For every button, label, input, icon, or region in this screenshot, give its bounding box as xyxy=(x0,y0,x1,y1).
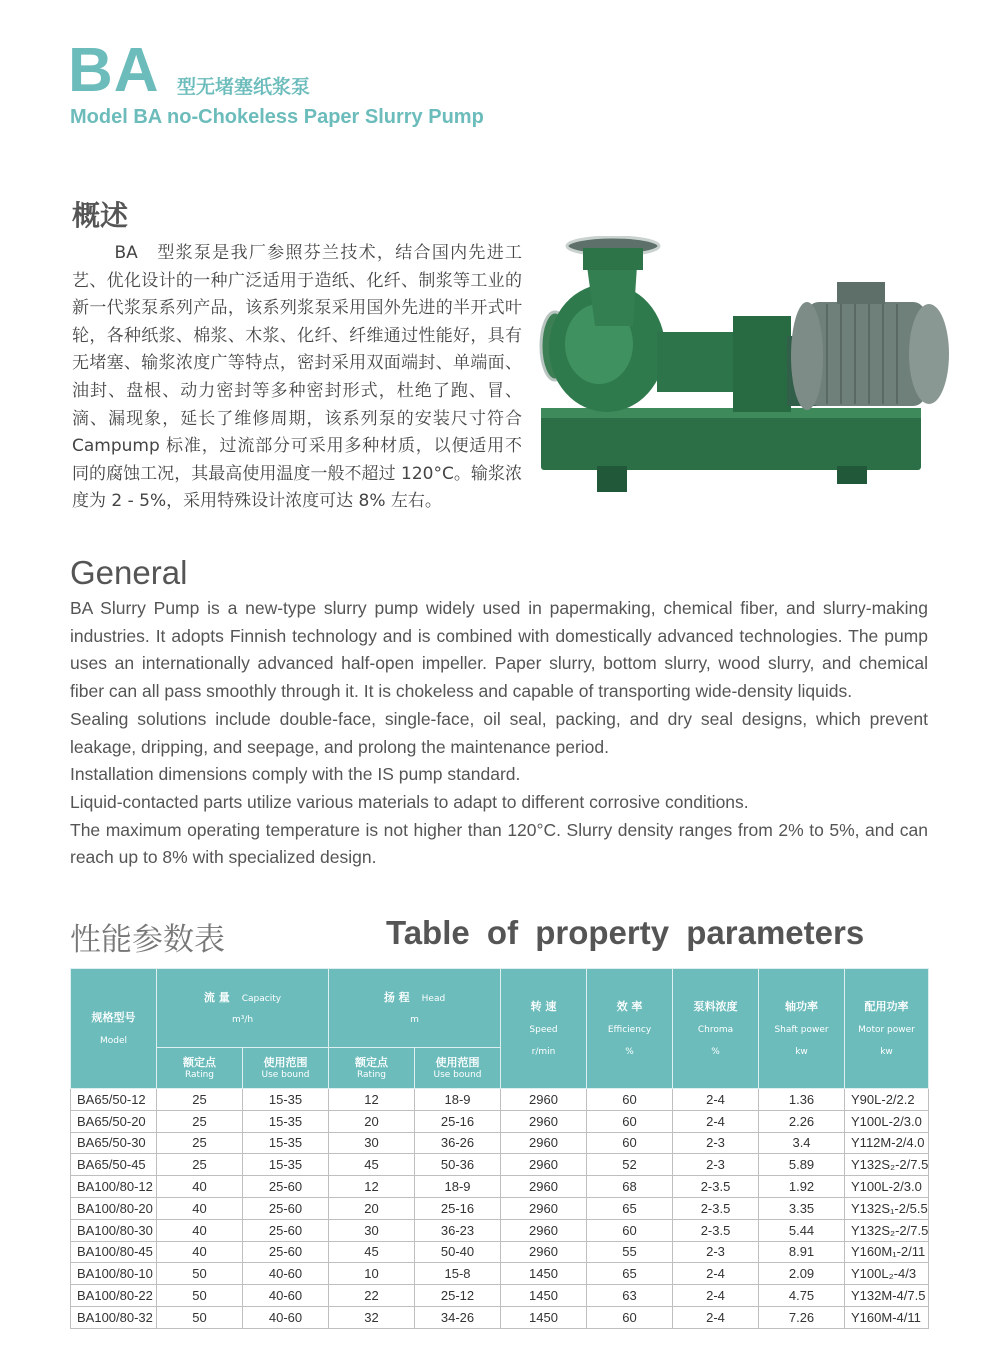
table-row xyxy=(71,1132,929,1154)
cell-chroma: 2-4 xyxy=(673,1306,759,1328)
cell-model: BA65/50-12 xyxy=(71,1089,157,1111)
cell-efficiency: 65 xyxy=(587,1197,673,1219)
cell-speed: 1450 xyxy=(501,1263,587,1285)
cell-model: BA100/80-45 xyxy=(71,1241,157,1263)
cell-capacity-rating: 50 xyxy=(157,1306,243,1328)
cell-model: BA100/80-22 xyxy=(71,1285,157,1307)
cell-speed: 2960 xyxy=(501,1154,587,1176)
cell-head-bound: 36-23 xyxy=(415,1219,501,1241)
cell-capacity-bound: 15-35 xyxy=(243,1154,329,1176)
general-heading: General xyxy=(70,554,188,591)
cell-chroma: 2-3.5 xyxy=(673,1197,759,1219)
table-row xyxy=(71,1241,929,1263)
pump-photo xyxy=(537,236,949,500)
cell-head-rating: 10 xyxy=(329,1263,415,1285)
cell-capacity-rating: 50 xyxy=(157,1263,243,1285)
cell-model: BA100/80-30 xyxy=(71,1219,157,1241)
cell-head-bound: 50-36 xyxy=(415,1154,501,1176)
table-row xyxy=(71,1176,929,1198)
general-paragraph: BA Slurry Pump is a new-type slurry pump widely used in papermaking, chemical fiber, and slurry-making industries. It adopts Finnish technology and is combined with domestically advanced technologies. The pump uses an internationally advanced half-open impeller. Paper slurry, bottom slurry, wood slurry, and chemical fiber can all pass smoothly through it. It is chokeless and capable of transporting wide-density liquids. xyxy=(70,598,928,702)
cell-chroma: 2-3.5 xyxy=(673,1176,759,1198)
product-title-cn: 型无堵塞纸浆泵 xyxy=(177,76,311,98)
header-model: 规格型号 Model xyxy=(71,969,157,1089)
header-head-rating: 额定点 Rating xyxy=(329,1048,415,1089)
table-row xyxy=(71,1197,929,1219)
cell-motor-power: Y132M-4/7.5 xyxy=(845,1285,929,1307)
table-row xyxy=(71,1263,929,1285)
cell-efficiency: 60 xyxy=(587,1110,673,1132)
cell-motor-power: Y112M-2/4.0 xyxy=(845,1132,929,1154)
header-capacity-rating: 额定点 Rating xyxy=(157,1048,243,1089)
cell-speed: 2960 xyxy=(501,1197,587,1219)
table-heading-cn: 性能参数表 xyxy=(70,922,225,958)
cell-efficiency: 68 xyxy=(587,1176,673,1198)
cell-capacity-rating: 25 xyxy=(157,1154,243,1176)
general-body xyxy=(70,595,928,872)
table-row xyxy=(71,1089,929,1111)
cell-capacity-bound: 25-60 xyxy=(243,1219,329,1241)
cell-motor-power: Y132S₂-2/7.5 xyxy=(845,1219,929,1241)
cell-chroma: 2-4 xyxy=(673,1089,759,1111)
header-capacity: 流 量 Capacity m³/h xyxy=(157,969,329,1048)
cell-speed: 1450 xyxy=(501,1285,587,1307)
general-paragraph: Installation dimensions comply with the IS pump standard. xyxy=(70,764,521,785)
cell-shaft-power: 1.92 xyxy=(759,1176,845,1198)
cell-chroma: 2-4 xyxy=(673,1110,759,1132)
cell-efficiency: 60 xyxy=(587,1306,673,1328)
cell-speed: 2960 xyxy=(501,1176,587,1198)
table-row xyxy=(71,1110,929,1132)
cell-capacity-bound: 15-35 xyxy=(243,1110,329,1132)
overview-heading: 概述 xyxy=(72,199,129,232)
cell-efficiency: 60 xyxy=(587,1089,673,1111)
cell-shaft-power: 5.89 xyxy=(759,1154,845,1176)
cell-head-rating: 45 xyxy=(329,1241,415,1263)
cell-capacity-bound: 40-60 xyxy=(243,1306,329,1328)
cell-model: BA100/80-20 xyxy=(71,1197,157,1219)
cell-efficiency: 60 xyxy=(587,1132,673,1154)
header-speed: 转 速 Speed r/min xyxy=(501,969,587,1089)
cell-chroma: 2-3 xyxy=(673,1154,759,1176)
cell-model: BA100/80-12 xyxy=(71,1176,157,1198)
general-paragraph: Liquid-contacted parts utilize various materials to adapt to different corrosive conditions. xyxy=(70,791,749,812)
cell-capacity-rating: 40 xyxy=(157,1176,243,1198)
cell-head-bound: 15-8 xyxy=(415,1263,501,1285)
cell-head-rating: 32 xyxy=(329,1306,415,1328)
table-body xyxy=(71,1089,929,1329)
cell-model: BA65/50-30 xyxy=(71,1132,157,1154)
cell-capacity-bound: 40-60 xyxy=(243,1285,329,1307)
cell-motor-power: Y160M₁-2/11 xyxy=(845,1241,929,1263)
cell-capacity-bound: 40-60 xyxy=(243,1263,329,1285)
cell-head-rating: 22 xyxy=(329,1285,415,1307)
cell-head-rating: 12 xyxy=(329,1176,415,1198)
cell-efficiency: 63 xyxy=(587,1285,673,1307)
cell-head-bound: 25-12 xyxy=(415,1285,501,1307)
cell-speed: 1450 xyxy=(501,1306,587,1328)
cell-head-rating: 30 xyxy=(329,1132,415,1154)
brand-logo-text: BA xyxy=(68,36,160,105)
cell-efficiency: 52 xyxy=(587,1154,673,1176)
cell-capacity-bound: 15-35 xyxy=(243,1089,329,1111)
cell-head-bound: 18-9 xyxy=(415,1089,501,1111)
cell-shaft-power: 1.36 xyxy=(759,1089,845,1111)
general-paragraph: Sealing solutions include double-face, single-face, oil seal, packing, and dry seal designs, which prevent leakage, dripping, and seepage, and prolong the maintenance period. xyxy=(70,708,928,757)
cell-shaft-power: 8.91 xyxy=(759,1241,845,1263)
cell-capacity-bound: 15-35 xyxy=(243,1132,329,1154)
cell-capacity-bound: 25-60 xyxy=(243,1241,329,1263)
cell-motor-power: Y160M-4/11 xyxy=(845,1306,929,1328)
cell-capacity-rating: 50 xyxy=(157,1285,243,1307)
header-chroma: 泵料浓度 Chroma % xyxy=(673,969,759,1089)
cell-head-rating: 30 xyxy=(329,1219,415,1241)
cell-shaft-power: 3.35 xyxy=(759,1197,845,1219)
cell-capacity-rating: 25 xyxy=(157,1132,243,1154)
cell-model: BA65/50-20 xyxy=(71,1110,157,1132)
cell-shaft-power: 4.75 xyxy=(759,1285,845,1307)
cell-head-bound: 36-26 xyxy=(415,1132,501,1154)
general-paragraph: The maximum operating temperature is not higher than 120°C. Slurry density ranges from 2% to 5%, and can reach up to 8% with specialized design. xyxy=(70,819,928,868)
cell-chroma: 2-4 xyxy=(673,1285,759,1307)
cell-speed: 2960 xyxy=(501,1089,587,1111)
header-head-bound: 使用范围 Use bound xyxy=(415,1048,501,1089)
cell-capacity-bound: 25-60 xyxy=(243,1176,329,1198)
cell-motor-power: Y132S₁-2/5.5 xyxy=(845,1197,929,1219)
cell-efficiency: 65 xyxy=(587,1263,673,1285)
cell-efficiency: 55 xyxy=(587,1241,673,1263)
cell-capacity-rating: 40 xyxy=(157,1219,243,1241)
product-title-en: Model BA no-Chokeless Paper Slurry Pump xyxy=(70,106,484,128)
header-head: 扬 程 Head m xyxy=(329,969,501,1048)
header-motor-power: 配用功率 Motor power kw xyxy=(845,969,929,1089)
cell-head-bound: 25-16 xyxy=(415,1197,501,1219)
cell-model: BA100/80-10 xyxy=(71,1263,157,1285)
cell-capacity-rating: 40 xyxy=(157,1197,243,1219)
cell-model: BA100/80-32 xyxy=(71,1306,157,1328)
cell-head-rating: 20 xyxy=(329,1197,415,1219)
table-row xyxy=(71,1219,929,1241)
cell-efficiency: 60 xyxy=(587,1219,673,1241)
table-row xyxy=(71,1306,929,1328)
cell-head-rating: 20 xyxy=(329,1110,415,1132)
cell-speed: 2960 xyxy=(501,1219,587,1241)
overview-text: BA 型浆泵是我厂参照芬兰技术，结合国内先进工艺、优化设计的一种广泛适用于造纸、化纤、制浆等工业的新一代浆泵系列产品，该系列浆泵采用国外先进的半开式叶轮，各种纸浆、棉浆、木浆、化纤、纤维通过性能好，具有无堵塞、输浆浓度广等特点，密封采用双面端封、单端面、油封、盘根、动力密封等多种密封形式，杜绝了跑、冒、滴、漏现象，延长了维修周期，该系列泵的安装尺寸符合 Campump 标准，过流部分可采用多种材质，以便适用不同的腐蚀工况，其最高使用温度一般不超过 120°C。输浆浓度为 2 - 5%，采用特殊设计浓度可达 8% 左右。 xyxy=(72,243,522,512)
cell-chroma: 2-3.5 xyxy=(673,1219,759,1241)
cell-motor-power: Y100L-2/3.0 xyxy=(845,1110,929,1132)
cell-head-bound: 34-26 xyxy=(415,1306,501,1328)
cell-speed: 2960 xyxy=(501,1110,587,1132)
cell-head-rating: 12 xyxy=(329,1089,415,1111)
cell-head-bound: 25-16 xyxy=(415,1110,501,1132)
cell-chroma: 2-3 xyxy=(673,1132,759,1154)
header-efficiency: 效 率 Efficiency % xyxy=(587,969,673,1089)
cell-capacity-rating: 25 xyxy=(157,1110,243,1132)
header-shaft-power: 轴功率 Shaft power kw xyxy=(759,969,845,1089)
cell-shaft-power: 2.09 xyxy=(759,1263,845,1285)
cell-shaft-power: 2.26 xyxy=(759,1110,845,1132)
cell-head-bound: 18-9 xyxy=(415,1176,501,1198)
parameter-table xyxy=(70,968,929,1329)
cell-model: BA65/50-45 xyxy=(71,1154,157,1176)
table-heading-en: Table of property parameters xyxy=(386,914,865,951)
cell-chroma: 2-3 xyxy=(673,1241,759,1263)
cell-motor-power: Y90L-2/2.2 xyxy=(845,1089,929,1111)
cell-head-bound: 50-40 xyxy=(415,1241,501,1263)
table-row xyxy=(71,1285,929,1307)
header-capacity-bound: 使用范围 Use bound xyxy=(243,1048,329,1089)
cell-capacity-bound: 25-60 xyxy=(243,1197,329,1219)
cell-speed: 2960 xyxy=(501,1132,587,1154)
cell-motor-power: Y132S₂-2/7.5 xyxy=(845,1154,929,1176)
cell-motor-power: Y100L₂-4/3 xyxy=(845,1263,929,1285)
table-row xyxy=(71,1154,929,1176)
cell-shaft-power: 7.26 xyxy=(759,1306,845,1328)
cell-shaft-power: 5.44 xyxy=(759,1219,845,1241)
cell-capacity-rating: 25 xyxy=(157,1089,243,1111)
cell-motor-power: Y100L-2/3.0 xyxy=(845,1176,929,1198)
cell-chroma: 2-4 xyxy=(673,1263,759,1285)
cell-speed: 2960 xyxy=(501,1241,587,1263)
cell-head-rating: 45 xyxy=(329,1154,415,1176)
cell-shaft-power: 3.4 xyxy=(759,1132,845,1154)
cell-capacity-rating: 40 xyxy=(157,1241,243,1263)
